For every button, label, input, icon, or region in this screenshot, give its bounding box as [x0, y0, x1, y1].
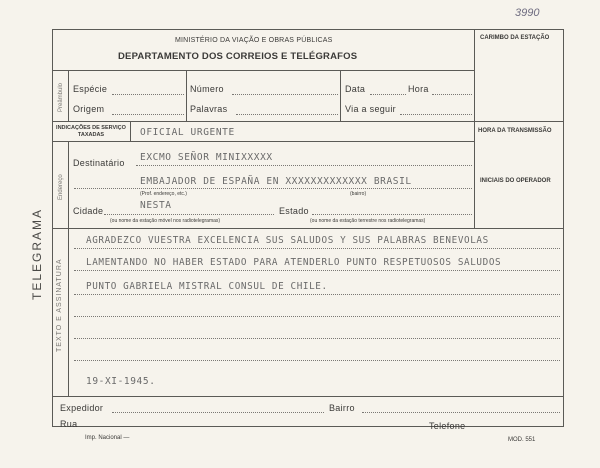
ministry-title: MINISTÉRIO DA VIAÇÃO E OBRAS PÚBLICAS: [175, 37, 333, 44]
preamble-side-label: Preâmbulo: [58, 82, 64, 112]
cidade-label: Cidade: [73, 206, 104, 216]
especie-label: Espécie: [73, 84, 108, 94]
iniciais-operador-label: INICIAIS DO OPERADOR: [480, 178, 551, 184]
stamp-label: CARIMBO DA ESTAÇÃO: [480, 35, 550, 41]
bairro-footnote: (bairro): [350, 191, 367, 197]
services-label: INDICAÇÕES DE SERVIÇO TAXADAS: [56, 125, 126, 138]
expedidor-label: Expedidor: [60, 403, 104, 413]
imprensa-label: Imp. Nacional —: [85, 435, 130, 441]
profissao-footnote: (Prof. endereço, etc.): [140, 191, 187, 197]
via-label: Via a seguir: [345, 104, 396, 114]
message-line-3: PUNTO GABRIELA MISTRAL CONSUL DE CHILE.: [86, 281, 328, 292]
archive-number: 3990: [515, 7, 540, 19]
palavras-label: Palavras: [190, 104, 228, 114]
message-date: 19-XI-1945.: [86, 376, 156, 387]
cidade-footnote: (ou nome da estação móvel nos radiotelegramas): [110, 218, 221, 224]
hora-transmissao-label: HORA DA TRANSMISSÃO: [478, 128, 552, 134]
origem-label: Origem: [73, 104, 105, 114]
department-title: DEPARTAMENTO DOS CORREIOS E TELÉGRAFOS: [118, 51, 358, 62]
service-text: OFICIAL URGENTE: [140, 127, 235, 138]
numero-label: Número: [190, 84, 224, 94]
telegram-label: TELEGRAMA: [30, 207, 44, 300]
address-side-label: Endereço: [58, 174, 64, 200]
message-line-2: LAMENTANDO NO HABER ESTADO PARA ATENDERLO PUNTO RESPETUOSOS SALUDOS: [86, 257, 502, 268]
bairro-label: Bairro: [329, 403, 355, 413]
text-side-label: TEXTO E ASSINATURA: [56, 258, 63, 352]
estado-label: Estado: [279, 206, 309, 216]
telefone-label: Telefone: [429, 421, 466, 431]
destinatario-label: Destinatário: [73, 158, 125, 168]
modelo-label: MOD. 551: [508, 437, 536, 443]
destinatario-line1: EXCMO SEÑOR MINIXXXXX: [140, 152, 273, 163]
data-label: Data: [345, 84, 366, 94]
hora-label: Hora: [408, 84, 429, 94]
rua-label: Rua: [60, 419, 78, 429]
message-line-1: AGRADEZCO VUESTRA EXCELENCIA SUS SALUDOS Y SUS PALABRAS BENEVOLAS: [86, 235, 489, 246]
estado-footnote: (ou nome da estação terrestre nos radiotelegramas): [310, 218, 426, 224]
cidade-text: NESTA: [140, 200, 172, 211]
destinatario-line2: EMBAJADOR DE ESPAÑA EN XXXXXXXXXXXXX BRASIL: [140, 176, 412, 187]
